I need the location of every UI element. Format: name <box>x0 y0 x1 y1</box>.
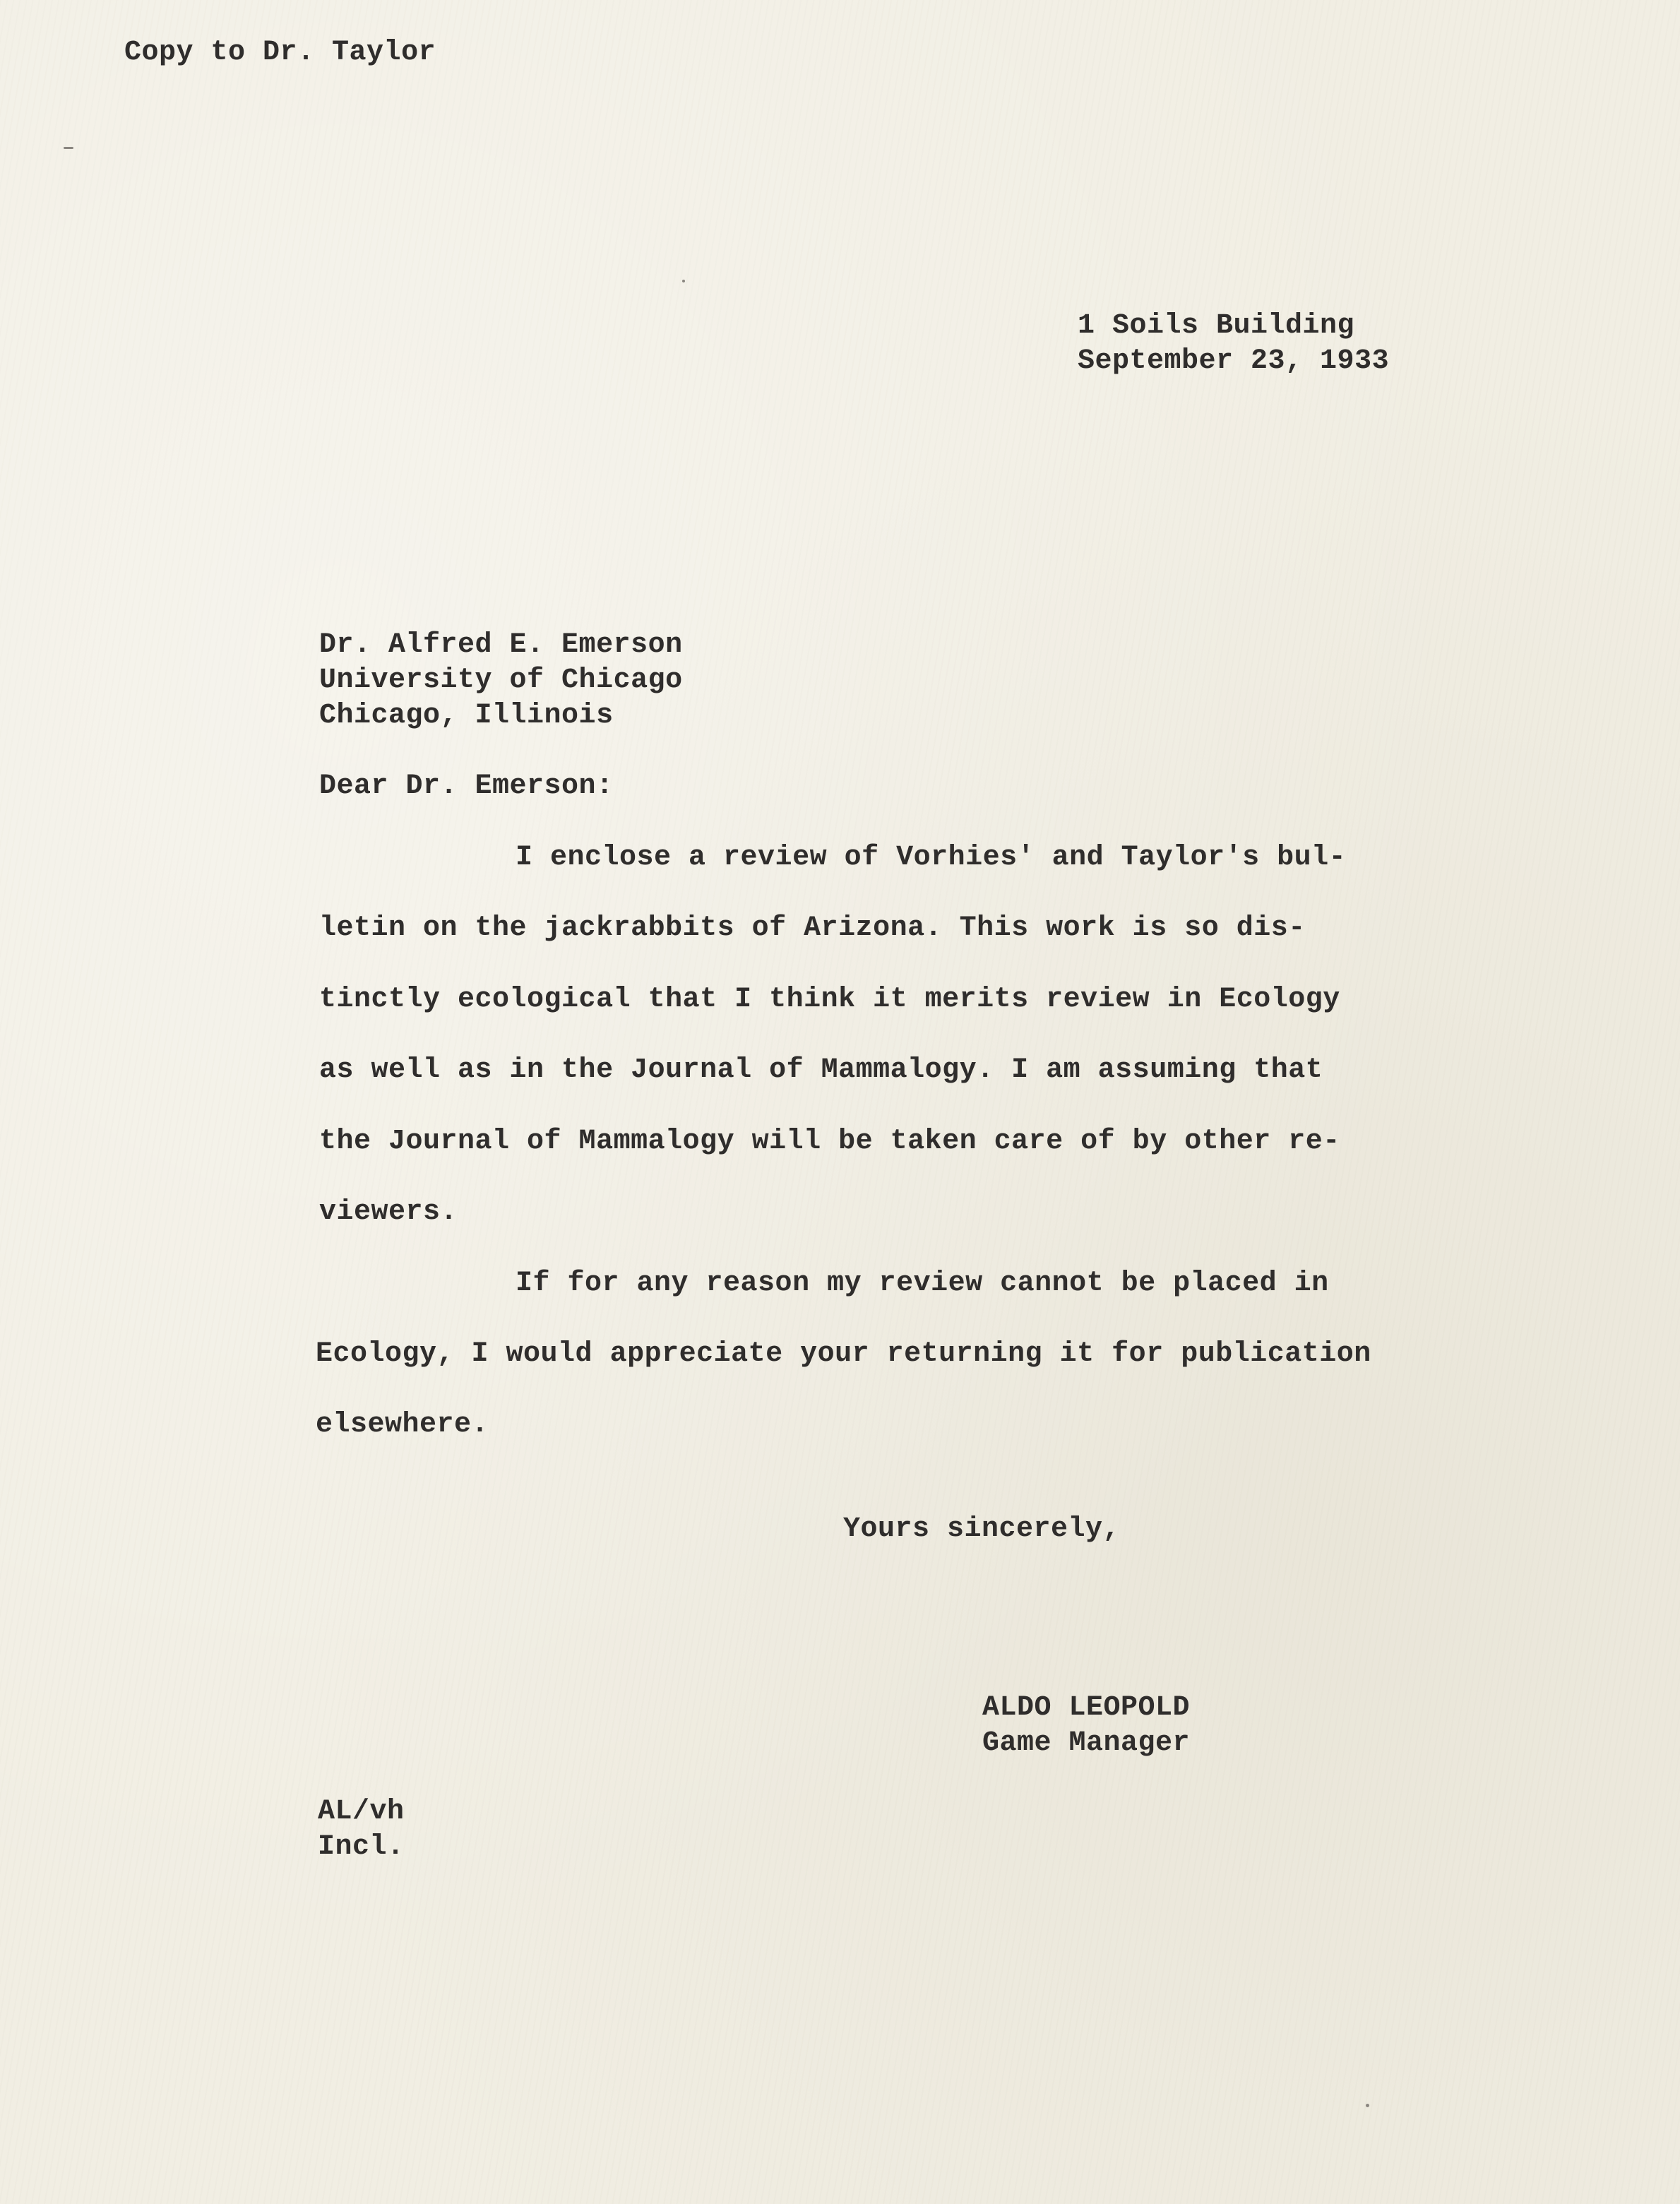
paragraph-1-line: letin on the jackrabbits of Arizona. This work is so dis- <box>319 912 1306 944</box>
signer-name: ALDO LEOPOLD <box>982 1692 1191 1724</box>
paragraph-2-line: elsewhere. <box>316 1409 489 1441</box>
recipient-institution: University of Chicago <box>319 665 683 696</box>
salutation: Dear Dr. Emerson: <box>319 770 614 802</box>
recipient-name: Dr. Alfred E. Emerson <box>319 629 683 661</box>
paragraph-1-line: I enclose a review of Vorhies' and Taylor's bul- <box>516 842 1347 874</box>
signer-title: Game Manager <box>982 1727 1191 1759</box>
recipient-city: Chicago, Illinois <box>319 700 614 732</box>
sender-address <box>1078 309 1389 379</box>
paper-speck <box>64 147 73 149</box>
paper-speck <box>682 280 685 282</box>
paragraph-1-line: as well as in the Journal of Mammalogy. I am assuming that <box>319 1054 1323 1086</box>
paragraph-1-line: the Journal of Mammalogy will be taken care of by other re- <box>319 1126 1340 1157</box>
signature-block <box>982 1691 1190 1761</box>
paper-speck <box>1366 2104 1369 2107</box>
recipient-address <box>319 628 683 734</box>
paragraph-2-line: If for any reason my review cannot be placed in <box>516 1268 1329 1299</box>
typist-initials: AL/vh <box>318 1796 405 1828</box>
paragraph-1-line: viewers. <box>319 1196 458 1228</box>
paragraph-2-line: Ecology, I would appreciate your returning it for publication <box>316 1338 1371 1370</box>
enclosure-note: Incl. <box>318 1831 405 1863</box>
sender-address-line: 1 Soils Building <box>1078 310 1355 342</box>
closing: Yours sincerely, <box>843 1513 1121 1545</box>
paragraph-1-line: tinctly ecological that I think it merits review in Ecology <box>319 984 1340 1015</box>
reference-block <box>318 1794 405 1865</box>
letter-date: September 23, 1933 <box>1078 345 1390 377</box>
copy-note: Copy to Dr. Taylor <box>124 37 436 68</box>
